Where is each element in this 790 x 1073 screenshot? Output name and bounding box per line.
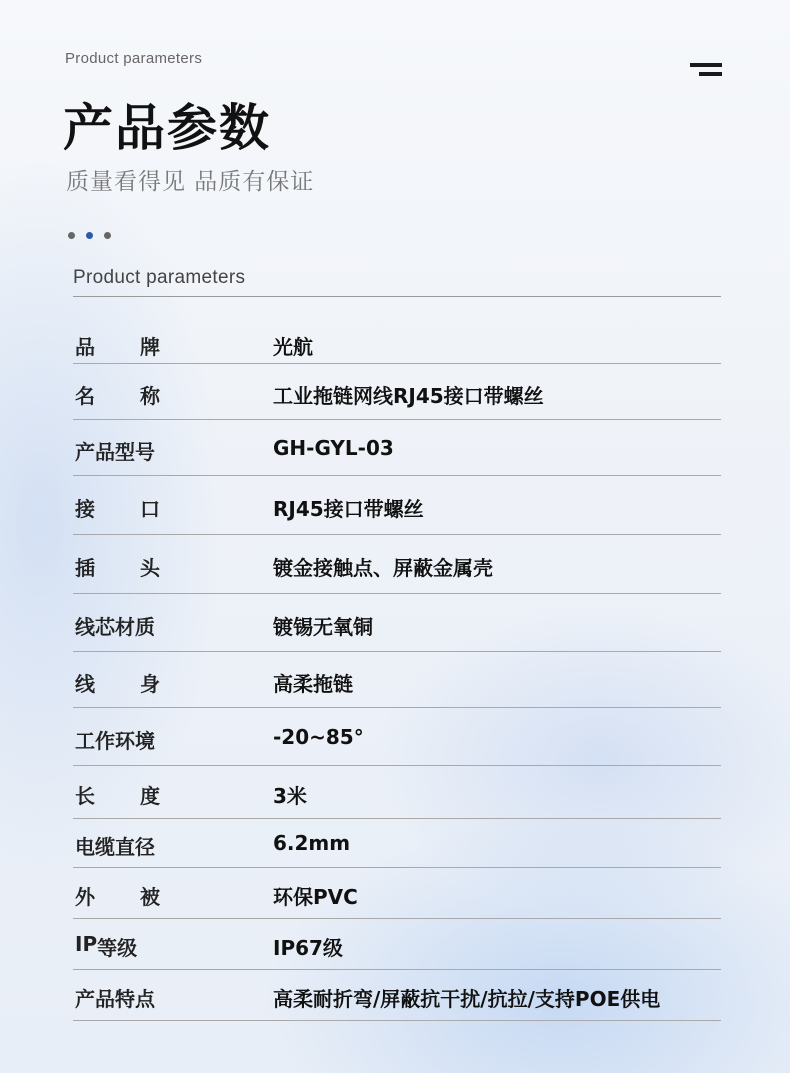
table-row	[73, 535, 721, 594]
row-label-char: 等	[97, 936, 118, 960]
row-label-char: 外	[75, 885, 95, 909]
table-row	[73, 819, 721, 868]
row-label	[75, 725, 165, 754]
row-label-char: 芯	[95, 615, 115, 639]
row-label-char: 名	[75, 384, 95, 408]
row-label-char: 境	[135, 729, 155, 753]
row-label-char: 线	[75, 615, 95, 639]
row-label-char: 头	[140, 556, 160, 580]
row-value: RJ45接口带螺丝	[273, 497, 424, 521]
row-value: 高柔耐折弯/屏蔽抗干扰/抗拉/支持POE供电	[273, 987, 661, 1011]
row-label	[75, 380, 160, 409]
row-label-char: 特	[115, 987, 135, 1011]
pagination-dots	[68, 224, 117, 232]
row-label	[75, 668, 160, 697]
row-label-char: 环	[115, 729, 135, 753]
table-row	[73, 919, 721, 970]
row-label-char: 被	[140, 885, 160, 909]
row-value: 镀金接触点、屏蔽金属壳	[273, 556, 493, 580]
row-value: GH-GYL-03	[273, 436, 394, 460]
row-label-char: 质	[135, 615, 155, 639]
table-row	[73, 476, 721, 535]
row-label-char: 品	[95, 987, 115, 1011]
menu-icon[interactable]	[690, 63, 722, 77]
section-heading	[73, 267, 721, 297]
menu-icon-bar-top	[690, 63, 722, 67]
row-value: IP67级	[273, 936, 343, 960]
row-value: 镀锡无氧铜	[273, 615, 373, 639]
row-label-char: 工	[75, 729, 95, 753]
row-label-char: 产	[75, 440, 95, 464]
row-label	[75, 881, 160, 910]
row-label-char: 长	[75, 784, 95, 808]
row-label	[75, 611, 165, 640]
row-label-char: 品	[95, 440, 115, 464]
row-value: 光航	[273, 335, 313, 359]
row-label	[75, 436, 165, 465]
page-title: 产品参数	[63, 99, 271, 157]
row-label-char: 口	[140, 497, 160, 521]
row-label-char: 线	[75, 672, 95, 696]
row-label-char: I	[75, 932, 83, 956]
row-label	[75, 493, 160, 522]
dot-active	[86, 232, 93, 239]
row-label	[75, 331, 160, 360]
dot	[104, 232, 111, 239]
row-label	[75, 932, 160, 961]
table-row	[73, 420, 721, 476]
row-label-char: 直	[115, 835, 135, 859]
row-label-char: 称	[140, 384, 160, 408]
table-row	[73, 323, 721, 364]
dot	[68, 232, 75, 239]
row-label-char: 作	[95, 729, 115, 753]
page-subtitle: 质量看得见 品质有保证	[66, 169, 315, 195]
table-row	[73, 652, 721, 708]
row-label-char: 牌	[140, 335, 160, 359]
row-value: 环保PVC	[273, 885, 358, 909]
row-label	[75, 552, 160, 581]
row-label-char: 电	[75, 835, 95, 859]
row-label	[75, 831, 165, 860]
menu-icon-bar-bottom	[699, 72, 722, 76]
row-value: 3米	[273, 784, 307, 808]
row-value: 高柔拖链	[273, 672, 353, 696]
row-label-char: 身	[140, 672, 160, 696]
row-label-char: 度	[140, 784, 160, 808]
row-label-char: 插	[75, 556, 95, 580]
row-value: 工业拖链网线RJ45接口带螺丝	[273, 384, 544, 408]
row-label	[75, 983, 165, 1012]
row-label-char: P	[82, 932, 98, 956]
table-row	[73, 364, 721, 420]
row-label-char: 型	[115, 440, 135, 464]
header-eyebrow: Product parameters	[65, 50, 203, 67]
row-value: 6.2mm	[273, 831, 351, 855]
table-row	[73, 970, 721, 1021]
table-row	[73, 766, 721, 819]
row-label-char: 产	[75, 987, 95, 1011]
row-label-char: 品	[75, 335, 95, 359]
row-label-char: 缆	[95, 835, 115, 859]
section-heading-text: Product parameters	[73, 267, 246, 288]
table-row	[73, 868, 721, 919]
row-label-char: 材	[115, 615, 135, 639]
table-row	[73, 594, 721, 652]
row-label-char: 径	[135, 835, 155, 859]
row-label-char: 级	[117, 936, 138, 960]
row-value: -20~85°	[273, 725, 364, 749]
table-row	[73, 708, 721, 766]
row-label-char: 点	[135, 987, 155, 1011]
row-label-char: 号	[135, 440, 155, 464]
row-label	[75, 780, 160, 809]
row-label-char: 接	[75, 497, 95, 521]
